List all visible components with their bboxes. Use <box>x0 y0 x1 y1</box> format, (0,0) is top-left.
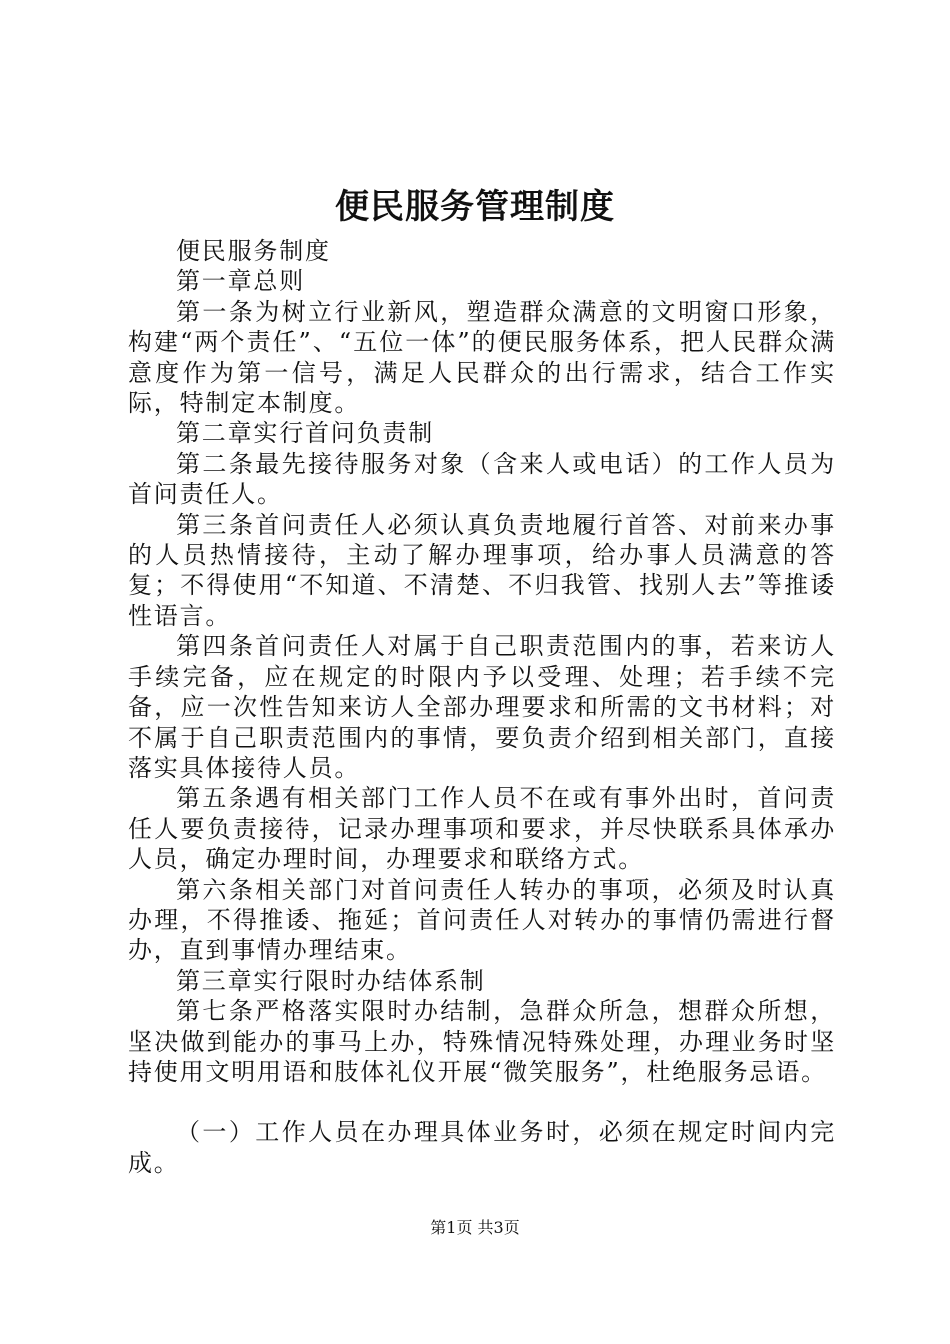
paragraph-article-3: 第三条首问责任人必须认真负责地履行首答、对前来办事的人员热情接待，主动了解办理事项，给办事人员满意的答复；不得使用“不知道、不清楚、不归我管、找别人去”等推诿性语言。 <box>128 510 836 630</box>
paragraph-item-1: （一）工作人员在办理具体业务时，必须在规定时间内完成。 <box>128 1118 836 1177</box>
document-title: 便民服务管理制度 <box>335 187 615 227</box>
paragraph-chapter-3: 第三章实行限时办结体系制 <box>176 966 486 995</box>
paragraph-article-7: 第七条严格落实限时办结制，急群众所急，想群众所想，坚决做到能办的事马上办，特殊情况特殊处理，办理业务时坚持使用文明用语和肢体礼仪开展“微笑服务”，杜绝服务忌语。 <box>128 997 836 1086</box>
paragraph-chapter-1: 第一章总则 <box>176 267 305 296</box>
paragraph-article-6: 第六条相关部门对首问责任人转办的事项，必须及时认真办理，不得推诿、拖延；首问责任人对转办的事情仍需进行督办，直到事情办理结束。 <box>128 875 836 965</box>
paragraph-article-1: 第一条为树立行业新风，塑造群众满意的文明窗口形象，构建“两个责任”、“五位一体”的便民服务体系，把人民群众满意度作为第一信号，满足人民群众的出行需求，结合工作实际，特制定本制度。 <box>128 297 836 418</box>
paragraph-chapter-2: 第二章实行首问负责制 <box>176 419 434 448</box>
paragraph-subtitle: 便民服务制度 <box>176 237 331 265</box>
paragraph-article-5: 第五条遇有相关部门工作人员不在或有事外出时，首问责任人要负责接待，记录办理事项和要求，并尽快联系具体承办人员，确定办理时间，办理要求和联络方式。 <box>128 784 836 874</box>
page-number-footer: 第1页 共3页 <box>430 1218 520 1237</box>
document-body <box>128 236 836 1178</box>
paragraph-article-4: 第四条首问责任人对属于自己职责范围内的事，若来访人手续完备，应在规定的时限内予以受理、处理；若手续不完备，应一次性告知来访人全部办理要求和所需的文书材料；对不属于自己职责范围内的事情，要负责介绍到相关部门，直接落实具体接待人员。 <box>128 632 836 782</box>
paragraph-article-2: 第二条最先接待服务对象（含来人或电话）的工作人员为首问责任人。 <box>128 449 836 509</box>
